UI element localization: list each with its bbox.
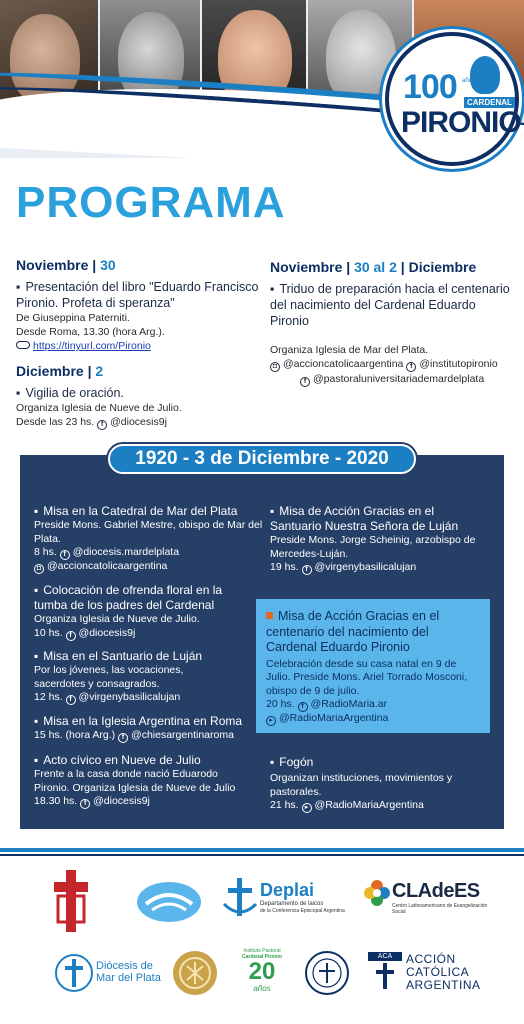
- band-event-title: ▪ Acto cívico en Nueve de Julio: [34, 753, 254, 768]
- band-event-title: ▪ Misa en la Catedral de Mar del Plata: [34, 504, 264, 519]
- facebook-handle[interactable]: @diocesis9j: [93, 795, 150, 807]
- band-event-desc: Celebración desde su casa natal en 9 de Julio. Preside Mons. Ariel Torrado Mosconi, obispo de 9 de julio.: [266, 657, 468, 697]
- event-title: ▪ Presentación del libro "Eduardo Francisco Pironio. Profeta di speranza": [16, 279, 261, 311]
- facebook-handle[interactable]: @diocesis9j: [110, 416, 167, 428]
- universidad-catolica-seal-icon: [304, 950, 350, 996]
- instagram-handle[interactable]: @accioncatolicaargentina: [47, 560, 168, 572]
- event-nov30: [16, 258, 261, 353]
- band-event-desc: Preside Mons. Jorge Scheinig, arzobispo de Mercedes-Luján.: [270, 534, 476, 560]
- pironio-silhouette-icon: [470, 56, 500, 94]
- facebook-icon: f: [300, 377, 310, 387]
- band-event-3: ▪ Misa en el Santuario de Luján Por los jóvenes, las vocaciones, sacerdotes y consagrados. 12 hs. f @virgenybasilicalujan: [34, 649, 234, 705]
- event-date: Noviembre | 30 al 2 | Diciembre: [270, 259, 477, 275]
- highlight-event: Misa de Acción Gracias en el centenario del nacimiento del Cardenal Eduardo Pironio Celebración desde su casa natal en 9 de Julio. Preside Mons. Ariel Torrado Mosconi, obispo de 9 de julio. 20 hs. f @RadioMaria.ar ▸ @RadioMariaArgentina: [256, 599, 490, 733]
- band-event-desc: Frente a la casa donde nació Eduarodo Pironio. Organiza Iglesia de Nueve de Julio: [34, 768, 236, 794]
- band-event-5: ▪ Acto cívico en Nueve de Julio Frente a la casa donde nació Eduarodo Pironio. Organiza Iglesia de Nueve de Julio 18.30 hs. f @diocesis9j: [34, 753, 254, 809]
- youtube-icon: ▸: [302, 803, 312, 813]
- facebook-icon: f: [66, 695, 76, 705]
- band-event-1: ▪ Misa en la Catedral de Mar del Plata Preside Mons. Gabriel Mestre, obispo de Mar del Plata. 8 hs. f @diocesis.mardelplata ◘ @accioncatolicaargentina: [34, 504, 264, 574]
- facebook-handle[interactable]: @diocesis9j: [78, 626, 136, 639]
- facebook-icon: f: [80, 799, 90, 809]
- instagram-icon: ◘: [34, 564, 44, 574]
- conferencia-episcopal-logo: [54, 870, 88, 932]
- event-time: Desde las 23 hs.: [16, 416, 95, 428]
- youtube-handle[interactable]: @RadioMariaArgentina: [314, 799, 424, 811]
- band-event-title: ▪ Fogón: [270, 755, 480, 770]
- logo-number: 100: [403, 68, 457, 106]
- facebook-handle[interactable]: @chiesargentinaroma: [131, 729, 234, 741]
- deplai-cross-icon: [222, 876, 258, 920]
- band-event-title: ▪ Misa de Acción Gracias en el Santuario Nuestra Señora de Luján: [270, 504, 485, 534]
- band-heading: 1920 - 3 de Diciembre - 2020: [108, 444, 416, 474]
- band-event-title: ▪ Colocación de ofrenda floral en la tumba de los padres del Cardenal: [34, 583, 224, 613]
- facebook-handle[interactable]: @institutopironio: [419, 358, 498, 370]
- facebook-handle[interactable]: @pastoraluniversitariademardelplata: [313, 373, 485, 385]
- band-event-title: Misa de Acción Gracias en el centenario del nacimiento del Cardenal Eduardo Pironio: [266, 609, 440, 654]
- aca-logo: ACCIÓN CATÓLICA ARGENTINA: [406, 952, 481, 992]
- event-org: Organiza Iglesia de Mar del Plata.: [270, 344, 429, 356]
- band-event-4: ▪ Misa en la Iglesia Argentina en Roma 15 hs. (hora Arg.) f @chiesargentinaroma: [34, 714, 254, 743]
- facebook-handle[interactable]: @virgenybasilicalujan: [78, 691, 181, 703]
- chi-rho-seal-icon: [172, 950, 218, 996]
- band-event-desc: Por los jóvenes, las vocaciones, sacerdotes y consagrados.: [34, 664, 184, 690]
- youtube-icon: ▸: [266, 716, 276, 726]
- footer-divider-blue: [0, 848, 524, 852]
- facebook-icon: f: [298, 702, 308, 712]
- event-date: Noviembre | 30: [16, 257, 116, 273]
- facebook-handle[interactable]: @RadioMaria.ar: [310, 698, 388, 710]
- event-date: Diciembre | 2: [16, 363, 104, 379]
- event-title: ▪ Triduo de preparación hacia el centenario del nacimiento del Cardenal Eduardo Pironio: [270, 281, 510, 329]
- deplai-logo: Deplai Departamento de laicos de la Conferencia Episcopal Argentina: [260, 880, 345, 914]
- band-event-title: ▪ Misa en la Iglesia Argentina en Roma: [34, 714, 254, 729]
- page-title: PROGRAMA: [16, 178, 286, 227]
- band-event-desc: Organiza Iglesia de Nueve de Julio.: [34, 613, 200, 625]
- band-event-desc: Organizan instituciones, movimientos y pastorales.: [270, 772, 453, 798]
- event-dic2: [16, 364, 256, 430]
- orange-bullet-icon: [266, 612, 273, 619]
- instagram-icon: ◘: [270, 362, 280, 372]
- facebook-icon: f: [60, 550, 70, 560]
- justicia-y-paz-logo: [134, 872, 204, 924]
- band-event-2: ▪ Colocación de ofrenda floral en la tumba de los padres del Cardenal Organiza Iglesia de Nueve de Julio. 10 hs. f @diocesis9j: [34, 583, 224, 641]
- logo-cardenal: CARDENAL: [464, 97, 515, 108]
- diocesis-cross-icon: [54, 953, 94, 993]
- youtube-handle[interactable]: @RadioMariaArgentina: [279, 712, 389, 724]
- facebook-icon: f: [302, 565, 312, 575]
- footer-divider-navy: [0, 854, 524, 856]
- facebook-icon: f: [118, 733, 128, 743]
- cladees-logo: CLAdeES Centro Latinoamericano de Evangelización Social: [392, 880, 488, 915]
- diocesis-logo: Diócesis de Mar del Plata: [96, 960, 161, 984]
- event-title: ▪ Vigilia de oración.: [16, 385, 256, 401]
- link-icon: [16, 341, 30, 349]
- facebook-icon: f: [97, 420, 107, 430]
- facebook-icon: f: [406, 362, 416, 372]
- aca-emblem-icon: ACA: [368, 952, 402, 992]
- band-event-title: ▪ Misa en el Santuario de Luján: [34, 649, 234, 664]
- instagram-handle[interactable]: @accioncatolicaargentina: [283, 358, 404, 370]
- instituto-pironio-logo: Instituto Pastoral Cardenal Pironio 20 años: [241, 948, 282, 993]
- event-link[interactable]: https://tinyurl.com/Pironio: [33, 340, 151, 352]
- facebook-handle[interactable]: @diocesis.mardelplata: [72, 546, 180, 558]
- logo-name: PIRONIO: [401, 106, 521, 139]
- band-event-6: ▪ Misa de Acción Gracias en el Santuario Nuestra Señora de Luján Preside Mons. Jorge Scheinig, arzobispo de Mercedes-Luján. 19 hs. f @virgenybasilicalujan: [270, 504, 485, 575]
- cladees-flower-icon: [364, 880, 390, 906]
- event-triduo: [270, 260, 510, 387]
- event-time: Desde Roma, 13.30 (hora Arg.).: [16, 326, 165, 338]
- facebook-handle[interactable]: @virgenybasilicalujan: [314, 561, 417, 573]
- event-author: De Giuseppina Paterniti.: [16, 312, 130, 324]
- band-event-8: ▪ Fogón Organizan instituciones, movimientos y pastorales. 21 hs. ▸ @RadioMariaArgentina: [270, 755, 480, 813]
- band-event-desc: Preside Mons. Gabriel Mestre, obispo de Mar del Plata.: [34, 519, 263, 545]
- facebook-icon: f: [66, 631, 76, 641]
- event-org: Organiza Iglesia de Nueve de Julio.: [16, 402, 182, 414]
- logo-years: años: [462, 78, 476, 84]
